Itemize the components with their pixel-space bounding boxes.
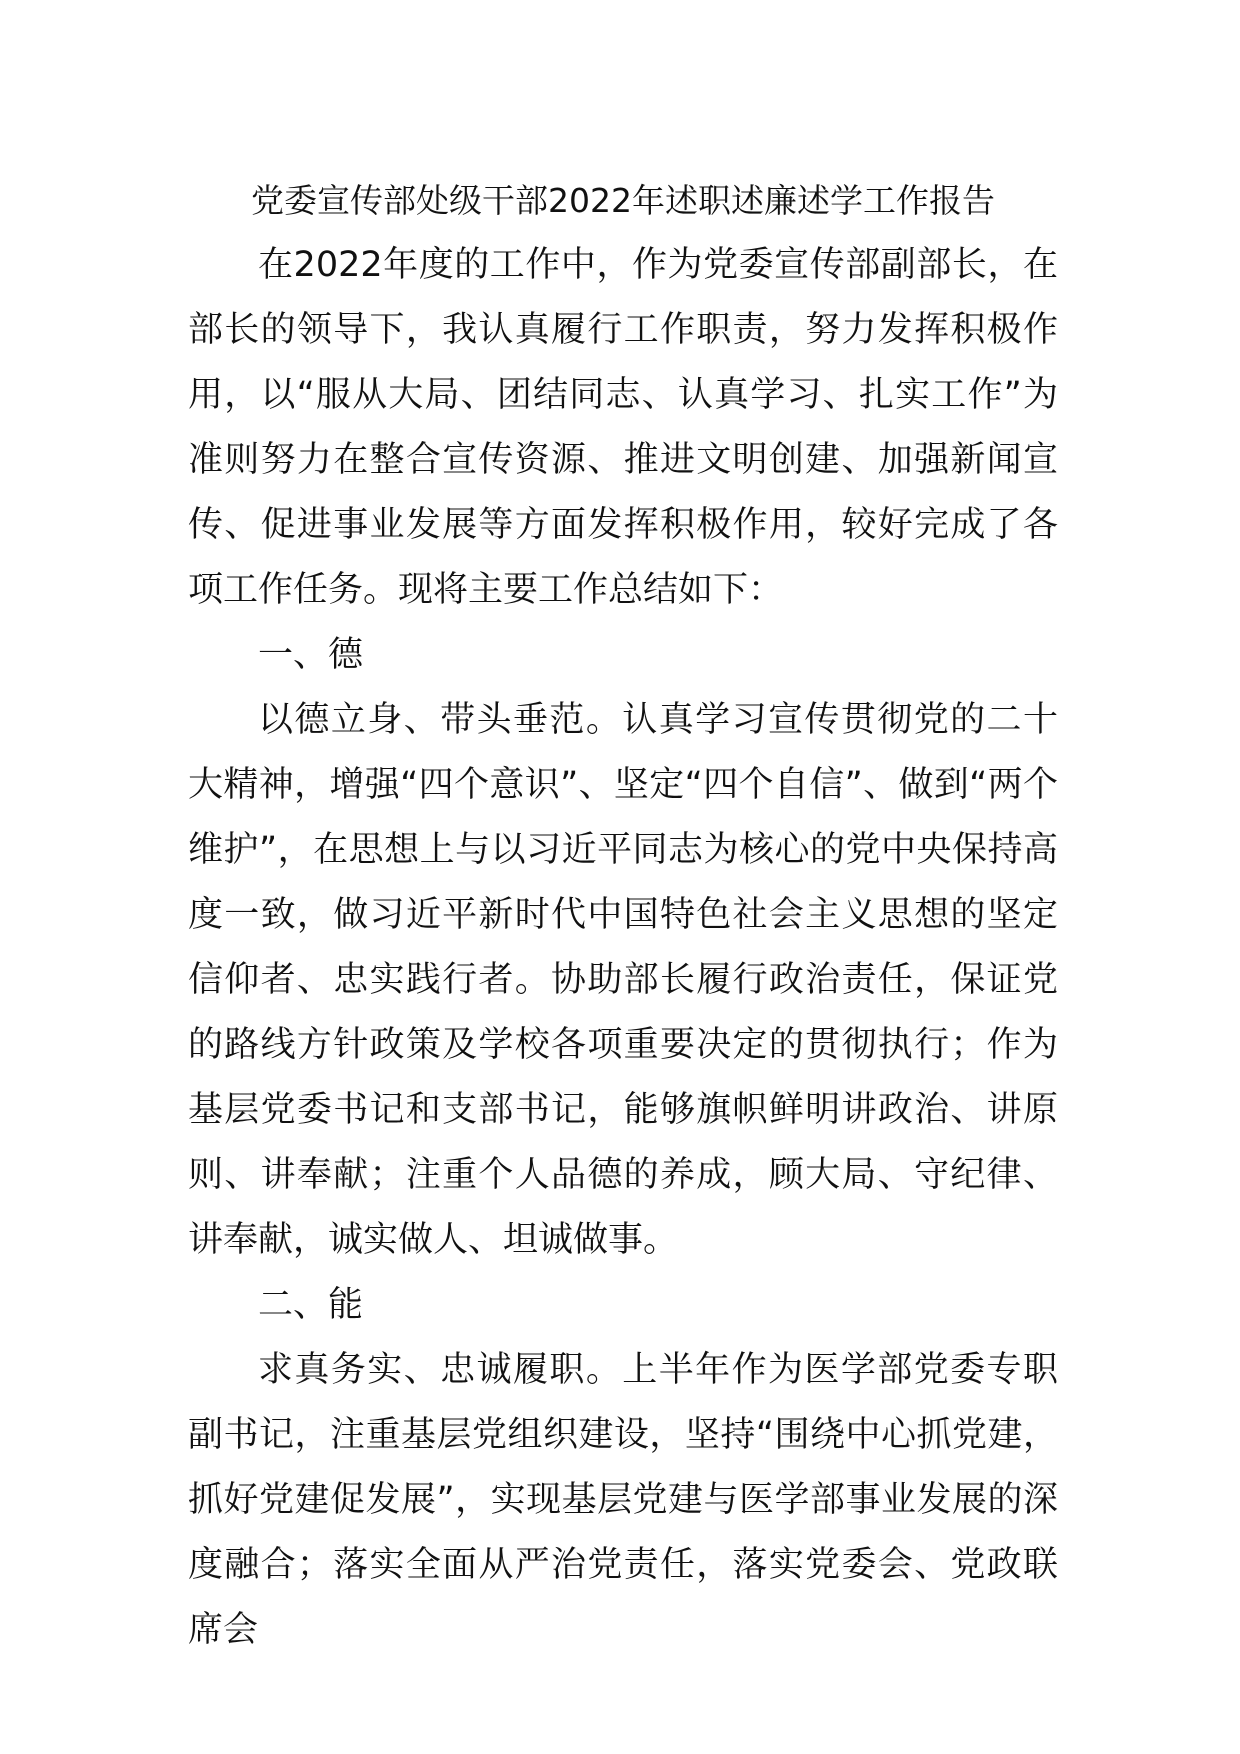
document-title: 党委宣传部处级干部2022年述职述廉述学工作报告 [251, 181, 995, 220]
intro-paragraph: 在2022年度的工作中，作为党委宣传部副部长，在部长的领导下，我认真履行工作职责，努力发挥积极作用，以“服从大局、团结同志、认真学习、扎实工作”为准则努力在整合宣传资源、推进文明创建、加强新闻宣传、促进事业发展等方面发挥积极作用，较好完成了各项工作任务。现将主要工作总结如下： [188, 245, 1058, 610]
section-heading-ability: 二、能 [258, 1285, 364, 1325]
section-body-ability: 求真务实、忠诚履职。上半年作为医学部党委专职副书记，注重基层党组织建设，坚持“围绕中心抓党建，抓好党建促发展”，实现基层党建与医学部事业发展的深度融合；落实全面从严治党责任，落实党委会、党政联席会 [188, 1350, 1058, 1650]
document-page [188, 168, 1058, 1663]
section-heading-virtue: 一、德 [258, 635, 364, 675]
section-body-virtue: 以德立身、带头垂范。认真学习宣传贯彻党的二十大精神，增强“四个意识”、坚定“四个自信”、做到“两个维护”，在思想上与以习近平同志为核心的党中央保持高度一致，做习近平新时代中国特色社会主义思想的坚定信仰者、忠实践行者。协助部长履行政治责任，保证党的路线方针政策及学校各项重要决定的贯彻执行；作为基层党委书记和支部书记，能够旗帜鲜明讲政治、讲原则、讲奉献；注重个人品德的养成，顾大局、守纪律、讲奉献，诚实做人、坦诚做事。 [188, 700, 1058, 1260]
